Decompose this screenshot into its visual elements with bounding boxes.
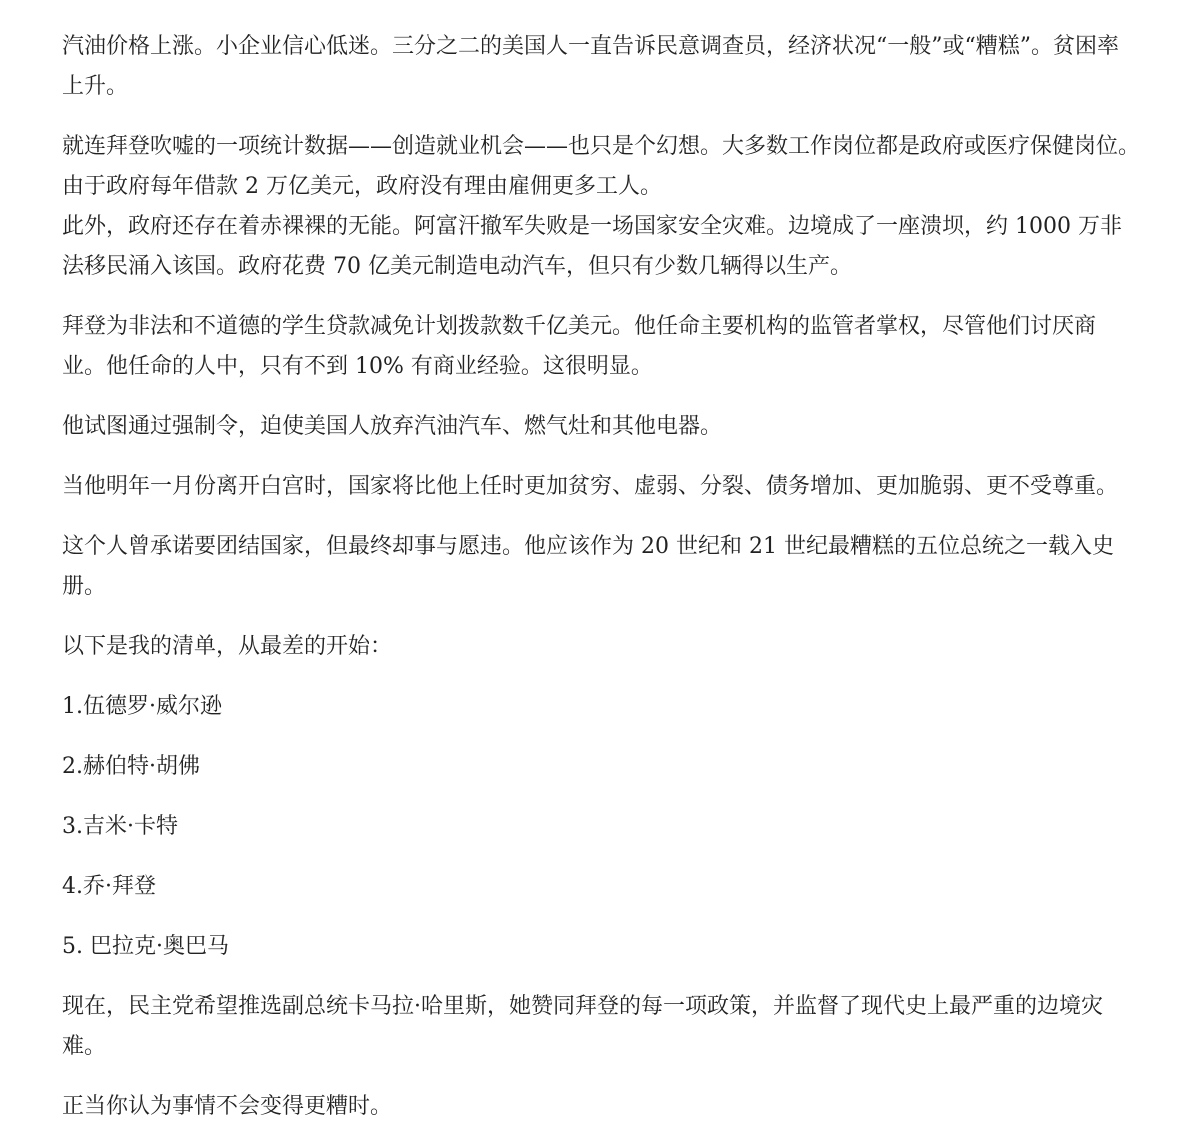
paragraph-1-line-1: 汽油价格上涨。小企业信心低迷。三分之二的美国人一直告诉民意调查员，经济状况“一般”或“糟糕”。贫困率 (62, 34, 1119, 59)
paragraph-4-line-1: 他试图通过强制令，迫使美国人放弃汽油汽车、燃气灶和其他电器。 (62, 414, 723, 439)
list-item-2: 2.赫伯特·胡佛 (62, 754, 200, 779)
paragraph-2-line-1: 就连拜登吹嘘的一项统计数据——创造就业机会——也只是个幻想。大多数工作岗位都是政府或医疗保健岗位。 (62, 134, 1141, 159)
list-item-3: 3.吉米·卡特 (62, 814, 178, 839)
paragraph-6-line-2: 册。 (62, 574, 107, 599)
closing-line: 正当你认为事情不会变得更糟时。 (62, 1094, 393, 1119)
paragraph-2-line-3: 此外，政府还存在着赤裸裸的无能。阿富汗撤军失败是一场国家安全灾难。边境成了一座溃坝，约 1000 万非 (62, 214, 1122, 239)
paragraph-6-line-1: 这个人曾承诺要团结国家，但最终却事与愿违。他应该作为 20 世纪和 21 世纪最糟糕的五位总统之一载入史 (62, 534, 1114, 559)
list-item-4: 4.乔·拜登 (62, 874, 156, 899)
paragraph-3-line-2: 业。他任命的人中，只有不到 10% 有商业经验。这很明显。 (62, 354, 653, 379)
paragraph-1-line-2: 上升。 (62, 74, 129, 99)
list-item-1: 1.伍德罗·威尔逊 (62, 694, 222, 719)
paragraph-2-line-2: 由于政府每年借款 2 万亿美元，政府没有理由雇佣更多工人。 (62, 174, 662, 199)
paragraph-5-line-1: 当他明年一月份离开白宫时，国家将比他上任时更加贫穷、虚弱、分裂、债务增加、更加脆弱、更不受尊重。 (62, 474, 1119, 499)
list-intro: 以下是我的清单，从最差的开始： (62, 634, 393, 659)
paragraph-3-line-1: 拜登为非法和不道德的学生贷款减免计划拨款数千亿美元。他任命主要机构的监管者掌权，尽管他们讨厌商 (62, 314, 1097, 339)
paragraph-2-line-4: 法移民涌入该国。政府花费 70 亿美元制造电动汽车，但只有少数几辆得以生产。 (62, 254, 852, 279)
paragraph-13-line-2: 难。 (62, 1034, 107, 1059)
list-item-5: 5. 巴拉克·奥巴马 (62, 934, 229, 959)
paragraph-13-line-1: 现在，民主党希望推选副总统卡马拉·哈里斯，她赞同拜登的每一项政策，并监督了现代史上最严重的边境灾 (62, 994, 1103, 1019)
